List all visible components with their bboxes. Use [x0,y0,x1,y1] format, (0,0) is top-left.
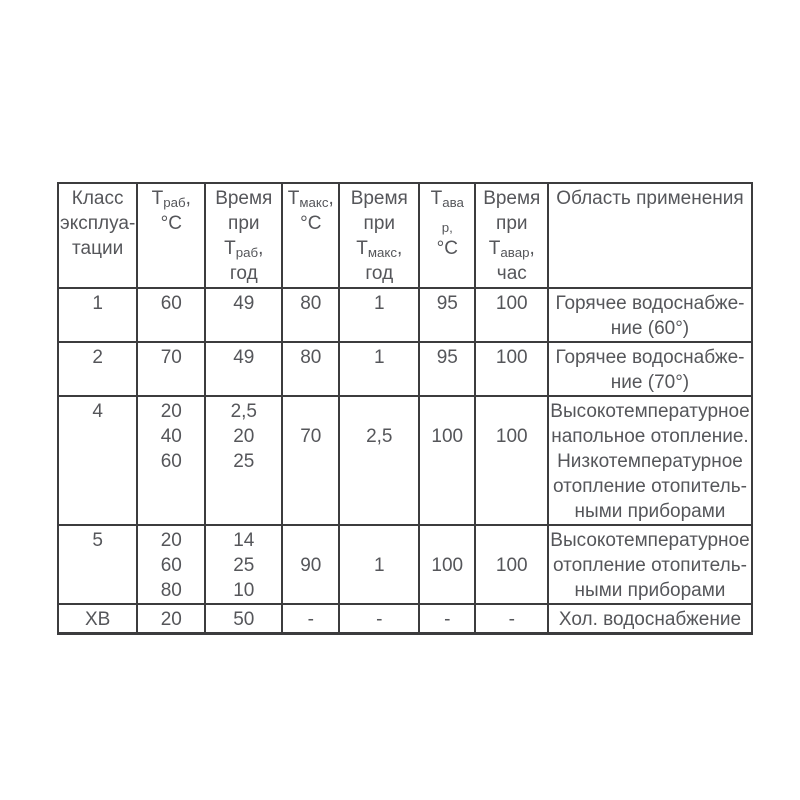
body-cell-r3-c4 [339,525,419,604]
cell-line-r2-c1-l2: 60 [160,451,182,472]
cell-line-r0-c3-l0: 80 [300,293,322,314]
body-cell-r2-c4 [339,396,419,525]
cell-line-r2-c0-l0: 4 [92,401,103,422]
cell-line-rh-c2-l2: $Т_{раб}$, [224,238,264,260]
cell-line-r3-c5-l1: 100 [431,555,464,576]
cell-line-rh-c6-l0: Время [483,188,541,209]
body-cell-r4-c0 [58,604,137,634]
cell-line-r3-c4-l0 [341,528,417,553]
cell-line-r1-c1-l0: 70 [160,347,182,368]
cell-line-rh-c0-l1: эксплуа- [60,213,136,234]
cell-line-r3-c1-l2: 80 [160,580,182,601]
header-cell-6 [475,183,548,288]
cell-line-r0-c7-l0: Горячее водоснабже- [555,293,745,314]
cell-line-r3-c2-l2: 10 [233,580,255,601]
cell-line-rh-c7-l0: Область применения [556,188,744,209]
cell-line-r3-c3-l0 [284,528,337,553]
body-cell-r3-c2 [205,525,282,604]
cell-line-rh-c1-l0: $Т_{раб}$, [151,188,191,210]
table-row-4 [58,604,752,634]
body-cell-r0-c5 [419,288,475,342]
cell-line-r2-c6-l1: 100 [495,426,528,447]
body-cell-r3-c7 [548,525,751,604]
body-cell-r3-c1 [137,525,205,604]
body-cell-r3-c5 [419,525,475,604]
subscript-text: авар [500,244,530,260]
cell-line-rh-c6-l1: при [496,213,528,234]
cell-line-r2-c2-l2: 25 [233,451,255,472]
header-row [58,183,752,288]
table-row-2 [58,396,752,525]
cell-line-rh-c2-l3: год [229,263,258,284]
cell-line-r1-c7-l1: ние (70°) [610,372,690,393]
cell-line-r1-c3-l0: 80 [300,347,322,368]
cell-line-r0-c6-l0: 100 [495,293,528,314]
cell-line-r1-c5-l0: 95 [436,347,458,368]
cell-line-rh-c2-l1: при [228,213,260,234]
subscript-text: макс [367,244,398,260]
body-cell-r1-c5 [419,342,475,396]
cell-line-rh-c2-l0: Время [215,188,273,209]
cell-line-rh-c0-l2: тации [72,238,124,259]
cell-line-r4-c4-l0: - [376,609,383,630]
body-cell-r0-c6 [475,288,548,342]
body-cell-r1-c1 [137,342,205,396]
body-cell-r0-c1 [137,288,205,342]
cell-line-rh-c6-l2: $Т_{авар}$, [488,238,535,260]
body-cell-r1-c0 [58,342,137,396]
cell-line-r2-c7-l1: напольное отопление. [551,426,749,447]
cell-line-rh-c1-l1: °С [160,213,182,234]
cell-line-r1-c4-l0: 1 [373,347,385,368]
cell-line-r0-c5-l0: 95 [436,293,458,314]
body-cell-r0-c0 [58,288,137,342]
cell-line-r2-c7-l3: отопление отопитель- [552,476,747,497]
operation-class-table [57,182,753,635]
header-cell-2 [205,183,282,288]
cell-line-rh-c5-l2: °С [436,238,458,259]
table-row-1 [58,342,752,396]
subscript-text: макс [299,194,329,210]
cell-line-r2-c1-l1: 40 [160,426,182,447]
cell-line-r2-c3-l0 [284,399,337,424]
cell-line-r4-c6-l0: - [508,609,515,630]
body-cell-r4-c1 [137,604,205,634]
cell-line-r3-c0-l0: 5 [92,530,103,551]
cell-line-r3-c3-l1: 90 [300,555,322,576]
cell-line-r2-c7-l2: Низкотемпературное [557,451,743,472]
cell-line-r4-c3-l0: - [307,609,314,630]
header-cell-1 [137,183,205,288]
cell-line-r2-c7-l4: ными приборами [574,501,726,522]
body-cell-r1-c3 [282,342,339,396]
cell-line-r0-c2-l0: 49 [233,293,255,314]
cell-line-rh-c4-l0: Время [350,188,408,209]
header-cell-4 [339,183,419,288]
body-cell-r0-c2 [205,288,282,342]
body-cell-r2-c1 [137,396,205,525]
body-cell-r2-c6 [475,396,548,525]
body-cell-r4-c4 [339,604,419,634]
body-cell-r4-c5 [419,604,475,634]
cell-line-r3-c1-l0: 20 [160,530,182,551]
body-cell-r0-c7 [548,288,751,342]
header-cell-3 [282,183,339,288]
body-cell-r2-c3 [282,396,339,525]
cell-line-r1-c6-l0: 100 [495,347,528,368]
cell-line-r3-c5-l0 [421,528,473,553]
body-cell-r0-c3 [282,288,339,342]
cell-line-rh-c4-l1: при [363,213,396,234]
cell-line-r2-c3-l1: 70 [300,426,322,447]
header-cell-5 [419,183,475,288]
table-row-0 [58,288,752,342]
body-cell-r0-c4 [339,288,419,342]
cell-line-r3-c4-l1: 1 [373,555,385,576]
cell-line-r2-c6-l0 [477,399,546,424]
body-cell-r4-c3 [282,604,339,634]
cell-line-r0-c4-l0: 1 [373,293,385,314]
cell-line-r4-c5-l0: - [444,609,451,630]
cell-line-r4-c1-l0: 20 [160,609,182,630]
cell-line-r4-c0-l0: ХВ [84,609,111,630]
body-cell-r1-c6 [475,342,548,396]
body-cell-r4-c6 [475,604,548,634]
cell-line-r2-c4-l1: 2,5 [366,426,393,447]
cell-line-r2-c4-l0 [341,399,417,424]
body-cell-r2-c0 [58,396,137,525]
subscript-text: р, [441,219,453,235]
table-body [58,288,752,634]
cell-line-r1-c7-l0: Горячее водоснабже- [555,347,745,368]
body-cell-r3-c6 [475,525,548,604]
cell-line-r0-c0-l0: 1 [92,293,103,314]
cell-line-rh-c5-l0: $Т_{ава}$ [430,188,464,210]
body-cell-r4-c2 [205,604,282,634]
header-cell-7 [548,183,751,288]
cell-line-r3-c7-l0: Высокотемпературное [550,530,750,551]
cell-line-rh-c3-l1: °С [300,213,322,234]
body-cell-r4-c7 [548,604,751,634]
table-container [57,182,753,635]
cell-line-r2-c5-l1: 100 [431,426,464,447]
cell-line-r3-c7-l2: ными приборами [574,580,726,601]
cell-line-r4-c2-l0: 50 [233,609,255,630]
body-cell-r1-c7 [548,342,751,396]
cell-line-r4-c7-l0: Хол. водоснабжение [558,609,742,630]
subscript-text: раб [235,244,259,260]
cell-line-r3-c7-l1: отопление отопитель- [552,555,747,576]
cell-line-r3-c2-l0: 14 [233,530,255,551]
cell-line-rh-c3-l0: $Т_{макс}$, [287,188,334,210]
cell-line-rh-c0-l0: Класс [71,188,124,209]
body-cell-r2-c2 [205,396,282,525]
body-cell-r2-c7 [548,396,751,525]
cell-line-rh-c6-l3: час [496,263,527,284]
body-cell-r1-c2 [205,342,282,396]
cell-line-rh-c5-l1 [421,211,473,236]
table-row-3 [58,525,752,604]
cell-line-r3-c6-l0 [477,528,546,553]
table-head [58,183,752,288]
cell-line-r3-c1-l1: 60 [160,555,182,576]
subscript-text: ава [442,194,464,210]
cell-line-r2-c7-l0: Высокотемпературное [550,401,750,422]
cell-line-r1-c2-l0: 49 [233,347,255,368]
body-cell-r3-c0 [58,525,137,604]
cell-line-rh-c4-l2: $Т_{макс}$, [356,238,403,260]
header-cell-0 [58,183,137,288]
cell-line-r3-c6-l1: 100 [495,555,528,576]
cell-line-r3-c2-l1: 25 [233,555,255,576]
cell-line-r2-c2-l1: 20 [233,426,255,447]
cell-line-r2-c5-l0 [421,399,473,424]
body-cell-r3-c3 [282,525,339,604]
body-cell-r2-c5 [419,396,475,525]
cell-line-r1-c0-l0: 2 [92,347,103,368]
cell-line-r2-c1-l0: 20 [160,401,182,422]
cell-line-r2-c2-l0: 2,5 [230,401,257,422]
cell-line-r0-c7-l1: ние (60°) [610,318,690,339]
cell-line-r0-c1-l0: 60 [160,293,182,314]
cell-line-rh-c4-l3: год [365,263,394,284]
subscript-text: раб [163,194,186,210]
body-cell-r1-c4 [339,342,419,396]
